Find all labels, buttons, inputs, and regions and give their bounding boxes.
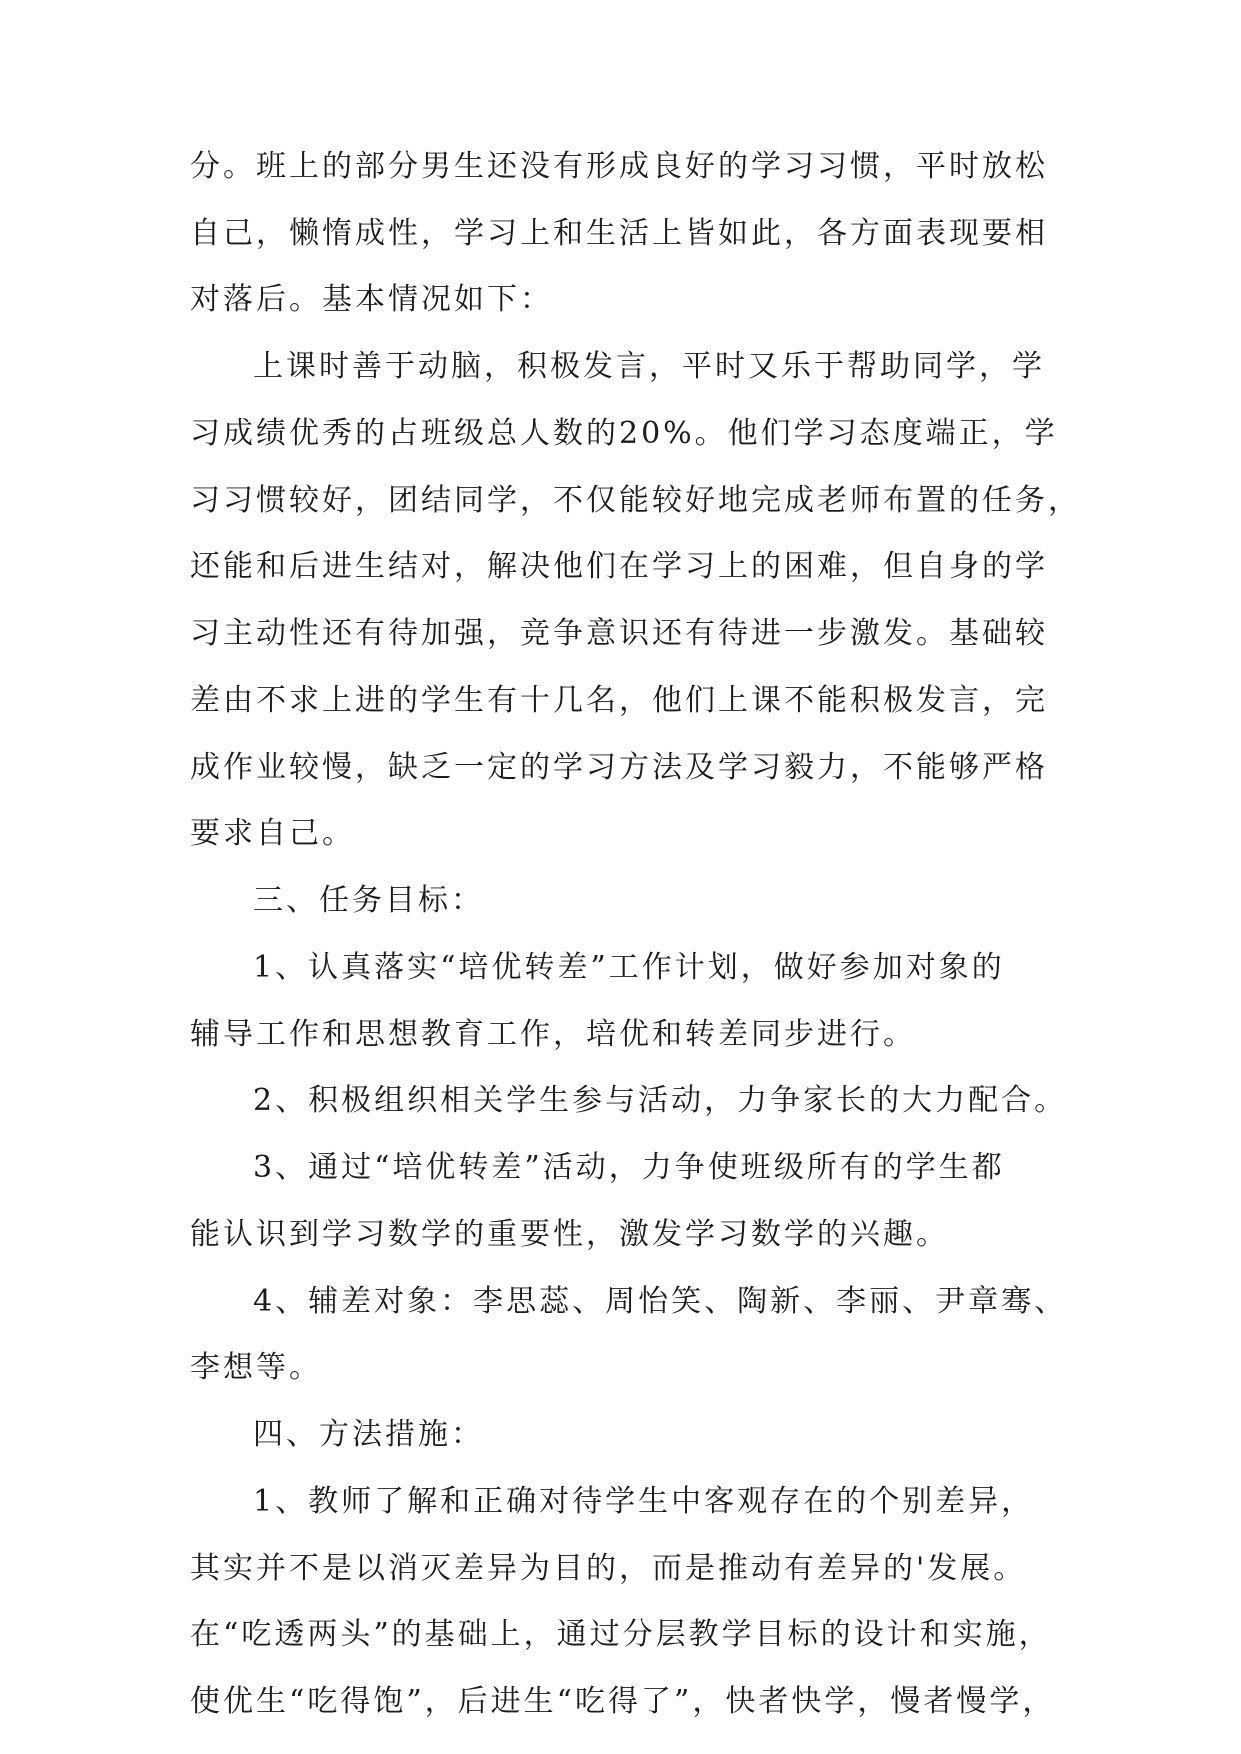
text-line: 能认识到学习数学的重要性，激发学习数学的兴趣。 bbox=[190, 1217, 949, 1252]
text-line: 其实并不是以消灭差异为目的，而是推动有差异的'发展。 bbox=[190, 1551, 1027, 1586]
text-line: 习主动性还有待加强，竞争意识还有待进一步激发。基础较 bbox=[190, 616, 1048, 651]
text-line: 李想等。 bbox=[190, 1350, 322, 1385]
text-line: 4、辅差对象：李思蕊、周怡笑、陶新、李丽、尹章骞、 bbox=[253, 1284, 1068, 1319]
section-heading: 四、方法措施： bbox=[253, 1417, 484, 1452]
text-line: 还能和后进生结对，解决他们在学习上的困难，但自身的学 bbox=[190, 549, 1048, 584]
text-line: 辅导工作和思想教育工作，培优和转差同步进行。 bbox=[190, 1017, 916, 1052]
text-line: 对落后。基本情况如下： bbox=[190, 282, 553, 317]
text-line: 习习惯较好，团结同学，不仅能较好地完成老师布置的任务， bbox=[190, 483, 1081, 518]
text-line: 差由不求上进的学生有十几名，他们上课不能积极发言，完 bbox=[190, 683, 1048, 718]
text-line: 在“吃透两头”的基础上，通过分层教学目标的设计和实施， bbox=[190, 1617, 1052, 1652]
text-line: 1、认真落实“培优转差”工作计划，做好参加对象的 bbox=[253, 950, 1005, 985]
text-line: 要求自己。 bbox=[190, 816, 355, 851]
text-line: 2、积极组织相关学生参与活动，力争家长的大力配合。 bbox=[253, 1083, 1068, 1118]
text-line: 1、教师了解和正确对待学生中客观存在的个别差异， bbox=[253, 1484, 1035, 1519]
text-line: 成作业较慢，缺乏一定的学习方法及学习毅力，不能够严格 bbox=[190, 750, 1048, 785]
text-line: 分。班上的部分男生还没有形成良好的学习习惯，平时放松 bbox=[190, 149, 1048, 184]
section-heading: 三、任务目标： bbox=[253, 883, 484, 918]
text-line: 使优生“吃得饱”，后进生“吃得了”，快者快学，慢者慢学， bbox=[190, 1684, 1056, 1719]
text-line: 习成绩优秀的占班级总人数的20%。他们学习态度端正，学 bbox=[190, 416, 1058, 451]
text-line: 自己，懒惰成性，学习上和生活上皆如此，各方面表现要相 bbox=[190, 216, 1048, 251]
text-line: 上课时善于动脑，积极发言，平时又乐于帮助同学，学 bbox=[253, 349, 1045, 384]
text-line: 3、通过“培优转差”活动，力争使班级所有的学生都 bbox=[253, 1150, 1005, 1185]
